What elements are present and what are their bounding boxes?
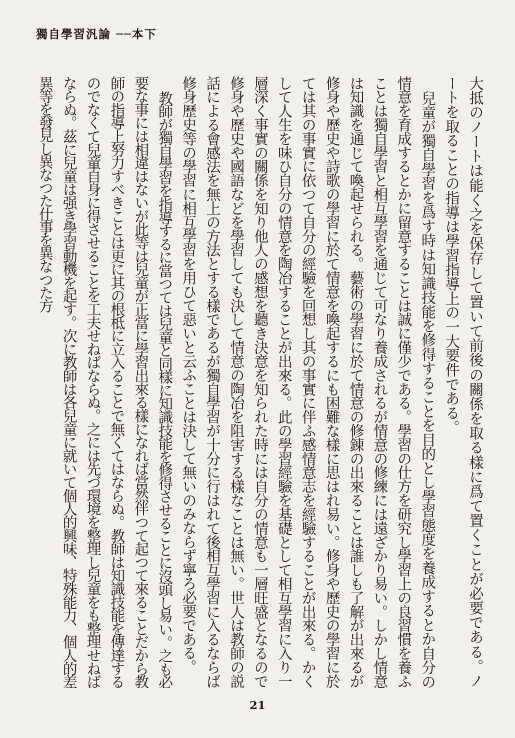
page-number: 21 xyxy=(249,698,266,712)
paragraph-self-study-emotion: 兒童が獨自學習を爲す時は知識技能を修得することを目的とし學習態度を養成するとか自分の情意を育成するとかに留意することは誠に僅少である。學習の仕方を研究し學習上の良習慣を養ふことは獨自學習と相互學習を通じて可なり養成されるが情意の修練には遠ざかり易い。しかし情意は知識を通じて喚起せられる。藝術の學習に於て情意の修錬の出來ることは誰しも了解が出來るが修身や歷史や詩歌の學習に於て情意を喚起するにも困難な樣に思はれ易い。修身や歷史の學習に於ては其の事實に依つて自分の經驗を回想し其の事實に伴ふ感情意志を經驗することが出來る。かくして人生を味ひ自分の情意を陶冶することが出來る。此の學習經驗を基礎として相互學習に入り一層深く事實の關係を知り他人の感想を聽き決意を知られた時には自分の情意も一層旺盛となるので修身や歷史や國語などを學習しても決して情意の陶冶を阻害する樣なことは無い。世人は教師の説話による會感法を無上の方法とする樣であるが獨自學習が十分に行はれて後相互學習に入るならば修身歷史等の學習に相互學習を用ひて惡いと云ふことは決して無いのみならず寧ろ必要である。 xyxy=(180,76,436,688)
body-text xyxy=(32,76,486,688)
paragraph-teacher-guidance: 教師が獨自學習を指導するに當つては兒童と同樣に知識技能を修得させることに沒頭し易い。之も必要な事には相違はないが此等は兒童が正當に學習出來る樣になれば當然伴つて起つて來ることだから教師の指導上努力すべきことは更に其の根柢に立入ることで無くてはならぬ。教師は知識技能を傳達するのでなくて兒童自身に得させることを工夫せねばならぬ。之には先づ環境を整理し兒童をも整理せねばならぬ。茲に兒童は强き學習動機を起す。次に教師は各兒童に就いて個人的興味、特殊能力、個人的差異等を發見し異なつた仕事を異なつた方 xyxy=(36,76,173,688)
paragraph-continued: 大抵のノートは能く之を保存して置いて前後の關係を取る樣に爲て置くことが必要である。ノートを取ることの指導は學習指導上の一大要件である。 xyxy=(443,76,483,688)
running-header: 獨自學習汎論 ──本下 xyxy=(36,27,157,41)
